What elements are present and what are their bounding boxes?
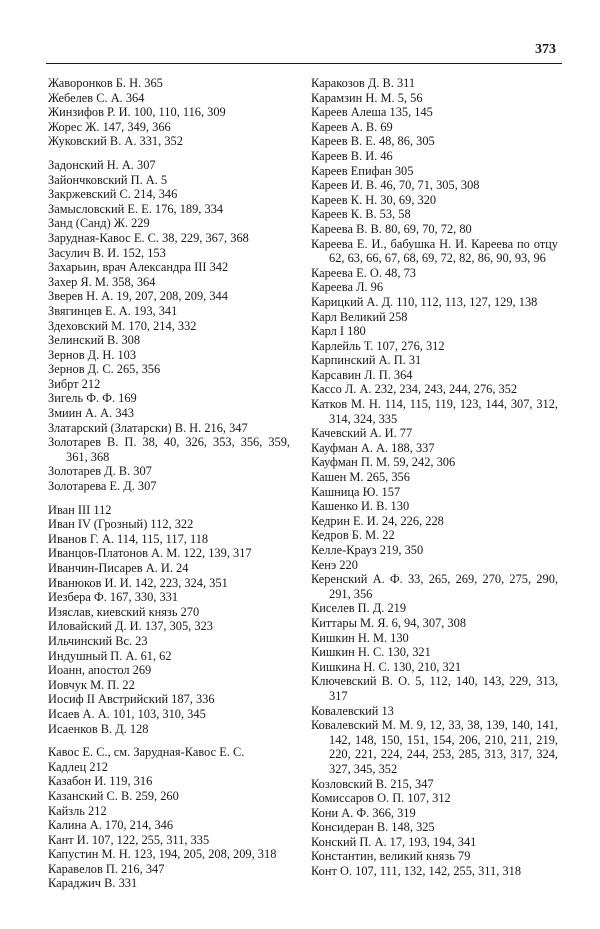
index-entry: Козловский В. 215, 347 [311,776,434,791]
index-entry: Засулич В. И. 152, 153 [48,245,166,260]
index-entry: Зелинский В. 308 [48,333,141,348]
index-entry: Кадлец 212 [48,759,108,774]
index-entry: Кареева Е. О. 48, 73 [311,265,416,280]
index-entry: Иванов Г. А. 114, 115, 117, 118 [48,531,209,546]
header-rule [46,63,562,64]
index-entry: Кареев Алеша 135, 145 [311,105,433,120]
index-entry: Каракозов Д. В. 311 [311,76,416,90]
index-entry: Константин, великий князь 79 [311,849,471,864]
index-entry: Кишкина Н. С. 130, 210, 321 [311,659,462,674]
index-entry: Жаворонков Б. Н. 365 [48,76,163,90]
index-entry: Иловайский Д. И. 137, 305, 323 [48,619,213,634]
index-entry: Кареев В. И. 46 [311,148,393,163]
index-entry: Змиин А. А. 343 [48,406,134,421]
index-entry: Иезбера Ф. 167, 330, 331 [48,590,179,605]
index-entry: Задонский Н. А. 307 [48,157,156,172]
index-entry: Келле-Крауз 219, 350 [311,543,424,557]
index-entry: Керенский А. Ф. 33, 265, 269, 270, 275, 290, 291, 356 [311,572,558,601]
index-entry: Кассо Л. А. 232, 234, 243, 244, 276, 352 [311,382,518,397]
index-entry: Кедров Б. М. 22 [311,528,395,543]
index-entry: Кареева Е. И., бабушка Н. И. Кареева по отцу 62, 63, 66, 67, 68, 69, 72, 82, 86, 90, 93, 96 [311,236,558,266]
index-entry: Кишкин Н. М. 130 [311,630,409,645]
index-entry: Капустин М. Н. 123, 194, 205, 208, 209, 318 [48,847,277,862]
index-entry: Кант И. 107, 122, 255, 311, 335 [48,832,210,847]
section-gap [48,736,290,745]
index-entry: Катков М. Н. 114, 115, 119, 123, 144, 307, 312, 314, 324, 335 [311,397,558,426]
index-entry: Караджич В. 331 [48,876,138,891]
index-entry: Конт О. 107, 111, 132, 142, 255, 311, 318 [311,864,522,879]
index-entry: Иван III 112 [48,502,112,517]
index-entry: Закржевский С. 214, 346 [48,187,178,202]
index-entry: Зернов Д. Н. 103 [48,347,137,362]
index-entry: Кареев К. Н. 30, 69, 320 [311,192,437,207]
index-entry: Кони А. Ф. 366, 319 [311,805,416,820]
index-entry: Жорес Ж. 147, 349, 366 [48,119,171,134]
index-entry: Кайзль 212 [48,803,107,818]
index-entry: Индушный П. А. 61, 62 [48,648,172,663]
index-entry: Комиссаров О. П. 107, 312 [311,791,451,806]
index-entry: Кашен М. 265, 356 [311,470,410,485]
left-column [48,76,290,891]
index-entry: Кавос Е. С., см. Зарудная-Кавос Е. С. [48,745,245,760]
index-entry: Ковалевский 13 [311,703,394,718]
index-entry: Захер Я. М. 358, 364 [48,274,156,289]
index-entry: Златарский (Златарски) В. Н. 216, 347 [48,420,248,435]
index-entry: Кашенко И. В. 130 [311,499,410,514]
index-entry: Казанский С. В. 259, 260 [48,788,179,803]
index-entry: Кареев В. Е. 48, 86, 305 [311,134,435,149]
page-number: 373 [535,42,556,57]
index-entry: Кенэ 220 [311,557,358,572]
index-entry: Ковалевский М. М. 9, 12, 33, 38, 139, 140, 141, 142, 148, 150, 151, 154, 206, 210, 211, 219, 220, 221, 224, 244, 253, 285, 313, 317, 324, 327, 345, 352 [311,718,558,776]
index-entry: Карамзин Н. М. 5, 56 [311,90,423,105]
section-gap [48,494,290,503]
index-entry: Жуковский В. А. 331, 352 [48,134,183,149]
index-entry: Кауфман П. М. 59, 242, 306 [311,455,456,470]
index-entry: Ключевский В. О. 5, 112, 140, 143, 229, 313, 317 [311,674,558,703]
index-entry: Жебелев С. А. 364 [48,90,145,105]
index-entry: Консидеран В. 148, 325 [311,820,435,835]
index-entry: Зайончковский П. А. 5 [48,172,168,187]
index-entry: Здеховский М. 170, 214, 332 [48,318,197,333]
index-entry: Иванцов-Платонов А. М. 122, 139, 317 [48,546,252,561]
index-entry: Зибрт 212 [48,376,101,391]
index-entry: Казабон И. 119, 316 [48,774,153,789]
index-entry: Кауфман А. А. 188, 337 [311,440,435,455]
right-column [311,76,558,879]
index-entry: Иван IV (Грозный) 112, 322 [48,517,194,532]
index-entry: Занд (Санд) Ж. 229 [48,216,150,231]
index-entry: Изяслав, киевский князь 270 [48,604,200,619]
section-gap [48,149,290,158]
index-entry: Исаев А. А. 101, 103, 310, 345 [48,706,206,721]
index-entry: Зернов Д. С. 265, 356 [48,362,161,377]
index-entry: Кареев А. В. 69 [311,119,393,134]
index-entry: Кишкин Н. С. 130, 321 [311,645,431,660]
index-entry: Калина А. 170, 214, 346 [48,818,174,833]
index-entry: Иосиф II Австрийский 187, 336 [48,692,215,707]
index-entry: Кареев И. В. 46, 70, 71, 305, 308 [311,178,480,193]
index-entry: Зигель Ф. Ф. 169 [48,391,137,406]
index-entry: Кареев Епифан 305 [311,163,414,178]
index-entry: Качевский А. И. 77 [311,426,413,441]
index-entry: Замысловский Е. Е. 176, 189, 334 [48,201,224,216]
index-entry: Захарьин, врач Александра III 342 [48,260,229,275]
index-entry: Звягинцев Е. А. 193, 341 [48,303,178,318]
index-entry: Исаенков В. Д. 128 [48,721,149,736]
index-entry: Жинзифов Р. И. 100, 110, 116, 309 [48,105,226,120]
index-entry: Иванюков И. И. 142, 223, 324, 351 [48,575,228,590]
index-entry: Карл Великий 258 [311,309,408,324]
index-entry: Зарудная-Кавос Е. С. 38, 229, 367, 368 [48,230,249,245]
index-entry: Золотарева Е. Д. 307 [48,479,157,494]
index-entry: Карсавин Л. П. 364 [311,367,413,382]
index-entry: Киселев П. Д. 219 [311,601,407,616]
index-entry: Золотарев Д. В. 307 [48,464,152,479]
index-entry: Кареев К. В. 53, 58 [311,207,411,222]
index-entry: Карицкий А. Д. 110, 112, 113, 127, 129, 138 [311,294,538,309]
index-entry: Конский П. А. 17, 193, 194, 341 [311,834,477,849]
index-entry: Ильчинский Вс. 23 [48,633,148,648]
index-entry: Киттары М. Я. 6, 94, 307, 308 [311,615,467,630]
index-entry: Зверев Н. А. 19, 207, 208, 209, 344 [48,289,228,304]
index-entry: Иовчук М. П. 22 [48,677,135,692]
index-entry: Кашница Ю. 157 [311,484,401,499]
index-entry: Карлейль Т. 107, 276, 312 [311,338,445,353]
index-entry: Кареева Л. 96 [311,280,384,295]
index-entry: Кедрин Е. И. 24, 226, 228 [311,513,444,528]
index-entry: Карл I 180 [311,324,366,339]
index-entry: Каравелов П. 216, 347 [48,861,165,876]
index-entry: Кареева В. В. 80, 69, 70, 72, 80 [311,221,472,236]
index-entry: Иванчин-Писарев А. И. 24 [48,561,189,575]
index-entry: Золотарев В. П. 38, 40, 326, 353, 356, 359, 361, 368 [48,435,290,464]
index-entry: Карпинский А. П. 31 [311,353,422,368]
index-entry: Иоанн, апостол 269 [48,663,152,678]
